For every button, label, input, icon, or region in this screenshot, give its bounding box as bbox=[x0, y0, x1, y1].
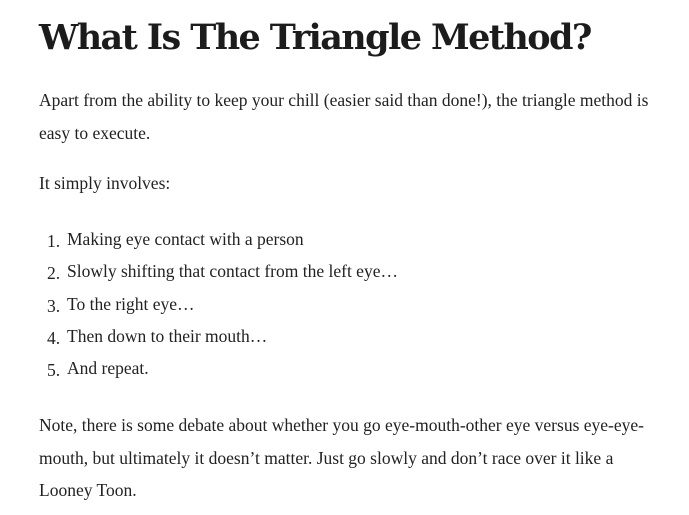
list-item-number: 3. bbox=[47, 295, 61, 316]
lead-in-paragraph: It simply involves: bbox=[39, 173, 171, 193]
intro-paragraph: Apart from the ability to keep your chill (easier said than done!), the triangle method is easy to execute. bbox=[39, 90, 649, 143]
list-item-text: Slowly shifting that contact from the left eye… bbox=[67, 261, 398, 282]
list-item bbox=[39, 255, 398, 287]
list-item-text: Making eye contact with a person bbox=[67, 229, 304, 249]
list-item bbox=[39, 223, 398, 255]
article-heading: What Is The Triangle Method? bbox=[39, 17, 591, 58]
list-item-number: 4. bbox=[47, 327, 61, 348]
steps-list bbox=[39, 223, 398, 384]
list-item-text: To the right eye… bbox=[67, 293, 195, 314]
list-item bbox=[39, 320, 398, 352]
list-item bbox=[39, 352, 398, 384]
list-item-text: Then down to their mouth… bbox=[67, 325, 268, 346]
list-item-text: And repeat. bbox=[67, 358, 149, 379]
note-paragraph: Note, there is some debate about whether you go eye-mouth-other eye versus eye-eye-mouth, but ultimately it doesn’t matter. Just go slowly and don’t race over it like a Looney Toon. bbox=[39, 415, 644, 500]
list-item-number: 1. bbox=[47, 231, 61, 251]
list-item-number: 5. bbox=[47, 360, 61, 381]
list-item bbox=[39, 288, 398, 320]
list-item-number: 2. bbox=[47, 263, 61, 284]
